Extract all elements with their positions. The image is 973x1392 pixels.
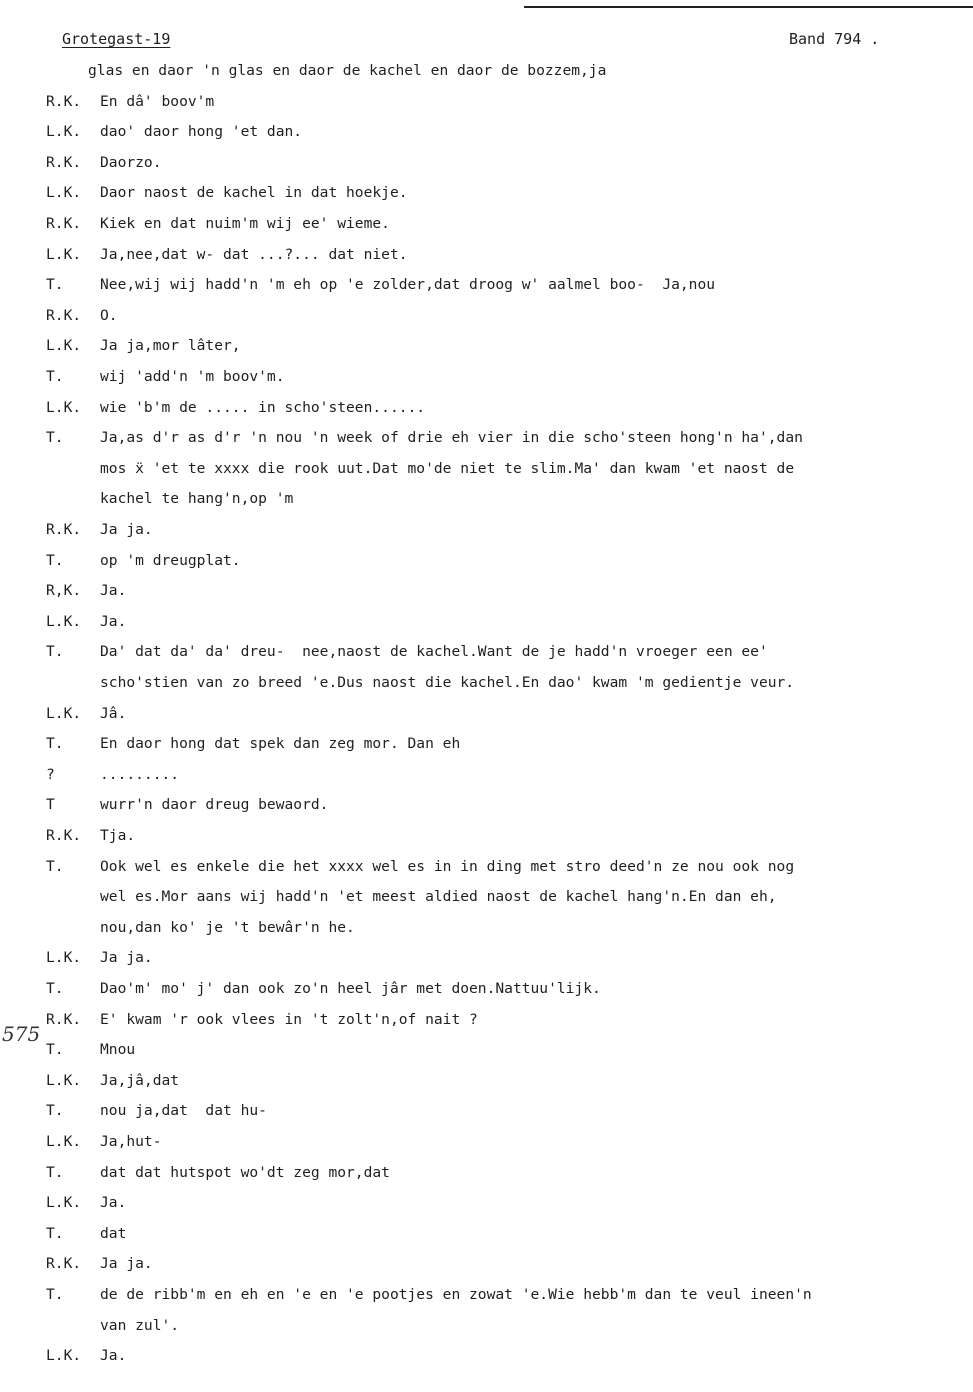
transcript-line: [0, 56, 973, 86]
utterance-text: Ja,nee,dat w- dat ...?... dat niet.: [100, 245, 408, 263]
transcript-line: [0, 301, 973, 331]
speaker-label: T.: [46, 1286, 64, 1303]
utterance-text: dat: [100, 1224, 127, 1242]
utterance-text: scho'stien van zo breed 'e.Dus naost die kachel.En dao' kwam 'm gedientje veur.: [100, 674, 795, 691]
utterance-text: Ja.: [100, 582, 127, 600]
utterance-text: E' kwam 'r ook vlees in 't zolt'n,of nait ?: [100, 1010, 478, 1028]
transcript-line: [0, 668, 973, 698]
transcript-line: [0, 974, 973, 1004]
transcript-line: [0, 1341, 973, 1371]
transcript-line: [0, 209, 973, 239]
speaker-label: T.: [46, 735, 64, 753]
speaker-label: R.K.: [46, 92, 82, 110]
speaker-label: L.K.: [46, 1071, 82, 1089]
transcript-line: [0, 760, 973, 790]
transcript-line: [0, 515, 973, 545]
transcript-line: [0, 454, 973, 484]
speaker-label: T.: [46, 551, 64, 569]
utterance-text: Daorzo.: [100, 153, 162, 171]
speaker-label: L.K.: [46, 184, 82, 202]
utterance-text: dat dat hutspot wo'dt zeg mor,dat: [100, 1163, 390, 1181]
utterance-text: Ja.: [100, 1347, 127, 1365]
utterance-text: Ja,as d'r as d'r 'n nou 'n week of drie eh vier in die scho'steen hong'n ha',dan: [100, 429, 803, 447]
speaker-label: T.: [46, 1102, 64, 1120]
speaker-label: R.K.: [46, 1010, 82, 1028]
utterance-text: Da' dat da' da' dreu- nee,naost de kachel.Want de je hadd'n vroeger een ee': [100, 643, 768, 661]
utterance-text: mos ẍ 'et te xxxx die rook uut.Dat mo'de niet te slim.Ma' dan kwam 'et naost de: [100, 459, 795, 477]
utterance-text: En dâ' boov'm: [100, 92, 215, 110]
transcript-line: [0, 1035, 973, 1065]
speaker-label: T.: [46, 643, 64, 661]
transcript-line: [0, 852, 973, 882]
utterance-text: Nee,wij wij hadd'n 'm eh op 'e zolder,dat droog w' aalmel boo- Ja,nou: [100, 276, 716, 294]
page-header-band: Band 794 .: [789, 30, 880, 48]
utterance-text: O.: [100, 306, 118, 324]
utterance-text: van zul'.: [100, 1316, 180, 1334]
speaker-label: R.K.: [46, 1255, 82, 1273]
speaker-label: L.K.: [46, 1194, 82, 1212]
speaker-label: T.: [46, 980, 64, 997]
speaker-label: T.: [46, 1224, 64, 1242]
speaker-label: L.K.: [46, 1347, 82, 1365]
transcript-line: [0, 1066, 973, 1096]
speaker-label: L.K.: [46, 612, 82, 630]
transcript-line: [0, 178, 973, 208]
utterance-text: En daor hong dat spek dan zeg mor. Dan eh: [100, 735, 461, 753]
transcript-line: [0, 637, 973, 667]
transcript-line: [0, 423, 973, 453]
transcript-line: [0, 1280, 973, 1310]
utterance-text: de de ribb'm en eh en 'e en 'e pootjes en zowat 'e.Wie hebb'm dan te veul ineen'n: [100, 1286, 812, 1303]
speaker-label: T.: [46, 276, 64, 294]
speaker-label: L.K.: [46, 337, 82, 355]
margin-note: 575: [2, 1022, 41, 1046]
speaker-label: R.K.: [46, 215, 82, 232]
transcript-line: [0, 484, 973, 514]
transcript-line: [0, 699, 973, 729]
utterance-text: Ja ja.: [100, 949, 153, 967]
speaker-label: L.K.: [46, 949, 82, 967]
transcript-line: [0, 729, 973, 759]
speaker-label: R.K.: [46, 306, 82, 324]
transcript-line: [0, 882, 973, 912]
transcript-line: [0, 607, 973, 637]
transcript-line: [0, 117, 973, 147]
utterance-text: Kiek en dat nuim'm wij ee' wieme.: [100, 215, 390, 232]
speaker-label: R.K.: [46, 521, 82, 538]
transcript-line: [0, 913, 973, 943]
speaker-label: T: [46, 796, 55, 814]
transcript-line: [0, 546, 973, 576]
utterance-text: Ja ja,mor lâter,: [100, 337, 241, 355]
utterance-text: Dao'm' mo' j' dan ook zo'n heel jâr met doen.Nattuu'lijk.: [100, 980, 601, 997]
utterance-text: .........: [100, 765, 180, 783]
speaker-label: ?: [46, 765, 55, 783]
speaker-label: L.K.: [46, 123, 82, 141]
speaker-label: R.K.: [46, 827, 82, 844]
transcript-line: [0, 790, 973, 820]
utterance-text: Ook wel es enkele die het xxxx wel es in in ding met stro deed'n ze nou ook nog: [100, 857, 795, 875]
page-header-title: Grotegast-19: [62, 30, 171, 48]
transcript-line: [0, 821, 973, 851]
transcript-line: [0, 362, 973, 392]
transcript-line: [0, 1096, 973, 1126]
speaker-label: T.: [46, 1041, 64, 1059]
utterance-text: dao' daor hong 'et dan.: [100, 123, 303, 141]
transcript-line: [0, 1249, 973, 1279]
utterance-text: nou ja,dat dat hu-: [100, 1102, 267, 1120]
transcript-line: [0, 270, 973, 300]
transcript-line: [0, 240, 973, 270]
utterance-text: Tja.: [100, 827, 136, 844]
transcript-line: [0, 331, 973, 361]
utterance-text: Ja.: [100, 612, 127, 630]
transcript-line: [0, 1005, 973, 1035]
utterance-text: wie 'b'm de ..... in scho'steen......: [100, 398, 426, 416]
speaker-label: T.: [46, 857, 64, 875]
transcript-line: [0, 1219, 973, 1249]
transcript-line: [0, 1127, 973, 1157]
transcript-line: [0, 1311, 973, 1341]
speaker-label: L.K.: [46, 398, 82, 416]
utterance-text: Ja ja.: [100, 521, 153, 538]
utterance-text: Ja ja.: [100, 1255, 153, 1273]
utterance-text: Ja.: [100, 1194, 127, 1212]
speaker-label: R.K.: [46, 153, 82, 171]
speaker-label: L.K.: [46, 245, 82, 263]
transcript-line: [0, 576, 973, 606]
speaker-label: T.: [46, 368, 64, 385]
utterance-text: wij 'add'n 'm boov'm.: [100, 368, 285, 385]
utterance-text: nou,dan ko' je 't bewâr'n he.: [100, 918, 355, 936]
utterance-text: Mnou: [100, 1041, 136, 1059]
speaker-label: L.K.: [46, 704, 82, 722]
utterance-text: Jâ.: [100, 704, 127, 722]
transcript-line: [0, 393, 973, 423]
speaker-label: T.: [46, 429, 64, 447]
utterance-text: wel es.Mor aans wij hadd'n 'et meest aldied naost de kachel hang'n.En dan eh,: [100, 888, 777, 906]
utterance-text: op 'm dreugplat.: [100, 551, 241, 569]
speaker-label: R,K.: [46, 582, 82, 600]
utterance-text: wurr'n daor dreug bewaord.: [100, 796, 329, 814]
transcript-line: [0, 1158, 973, 1188]
transcript-line: [0, 943, 973, 973]
speaker-label: L.K.: [46, 1133, 82, 1150]
utterance-text: Ja,jâ,dat: [100, 1071, 180, 1089]
transcript-line: [0, 148, 973, 178]
utterance-text: Daor naost de kachel in dat hoekje.: [100, 184, 408, 202]
utterance-text: Ja,hut-: [100, 1133, 162, 1150]
utterance-text: kachel te hang'n,op 'm: [100, 490, 294, 508]
transcript-line: [0, 87, 973, 117]
speaker-label: T.: [46, 1163, 64, 1181]
utterance-text: glas en daor 'n glas en daor de kachel en daor de bozzem,ja: [88, 62, 607, 79]
transcript-line: [0, 1188, 973, 1218]
